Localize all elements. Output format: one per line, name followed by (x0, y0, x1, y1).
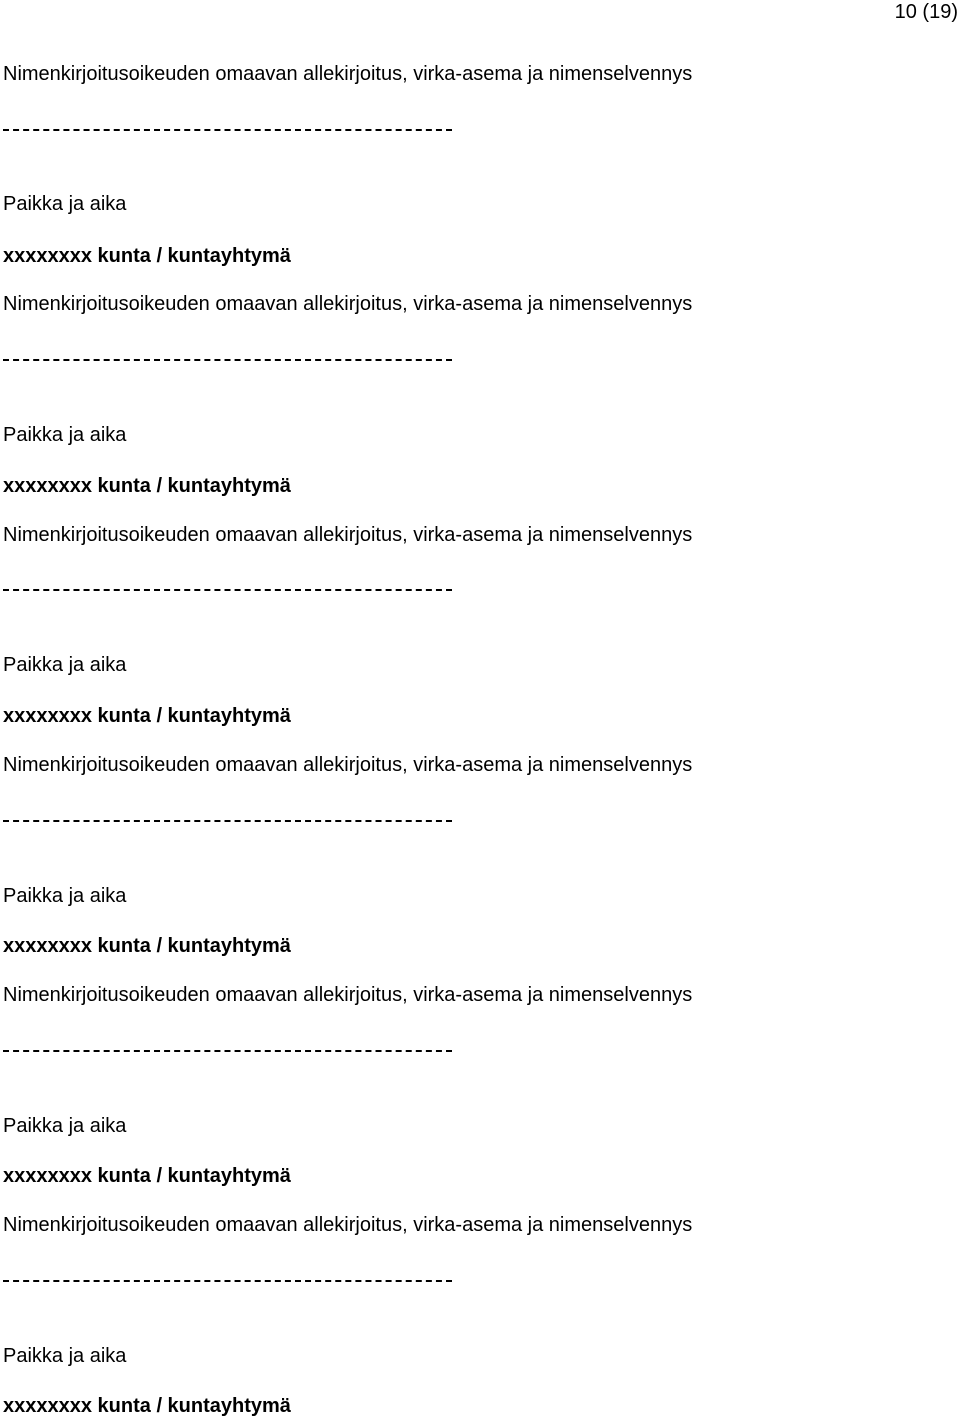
signature-line (3, 1050, 452, 1052)
signature-label: Nimenkirjoitusoikeuden omaavan allekirjoitus, virka-asema ja nimenselvennys (3, 524, 693, 546)
place-date-label: Paikka ja aika (3, 1115, 127, 1137)
municipality-label: xxxxxxxx kunta / kuntayhtymä (3, 705, 291, 727)
signature-line (3, 1280, 452, 1282)
signature-label: Nimenkirjoitusoikeuden omaavan allekirjoitus, virka-asema ja nimenselvennys (3, 293, 693, 315)
place-date-label: Paikka ja aika (3, 1345, 127, 1367)
signature-line (3, 589, 452, 591)
signature-label: Nimenkirjoitusoikeuden omaavan allekirjoitus, virka-asema ja nimenselvennys (3, 63, 693, 85)
municipality-label: xxxxxxxx kunta / kuntayhtymä (3, 1395, 291, 1417)
signature-label: Nimenkirjoitusoikeuden omaavan allekirjoitus, virka-asema ja nimenselvennys (3, 754, 693, 776)
place-date-label: Paikka ja aika (3, 885, 127, 907)
signature-line (3, 820, 452, 822)
place-date-label: Paikka ja aika (3, 654, 127, 676)
municipality-label: xxxxxxxx kunta / kuntayhtymä (3, 475, 291, 497)
signature-label: Nimenkirjoitusoikeuden omaavan allekirjoitus, virka-asema ja nimenselvennys (3, 1214, 693, 1236)
municipality-label: xxxxxxxx kunta / kuntayhtymä (3, 1165, 291, 1187)
signature-label: Nimenkirjoitusoikeuden omaavan allekirjoitus, virka-asema ja nimenselvennys (3, 984, 693, 1006)
place-date-label: Paikka ja aika (3, 193, 127, 215)
municipality-label: xxxxxxxx kunta / kuntayhtymä (3, 245, 291, 267)
place-date-label: Paikka ja aika (3, 424, 127, 446)
signature-line (3, 129, 452, 131)
page-number: 10 (19) (894, 1, 958, 23)
signature-line (3, 359, 452, 361)
municipality-label: xxxxxxxx kunta / kuntayhtymä (3, 935, 291, 957)
